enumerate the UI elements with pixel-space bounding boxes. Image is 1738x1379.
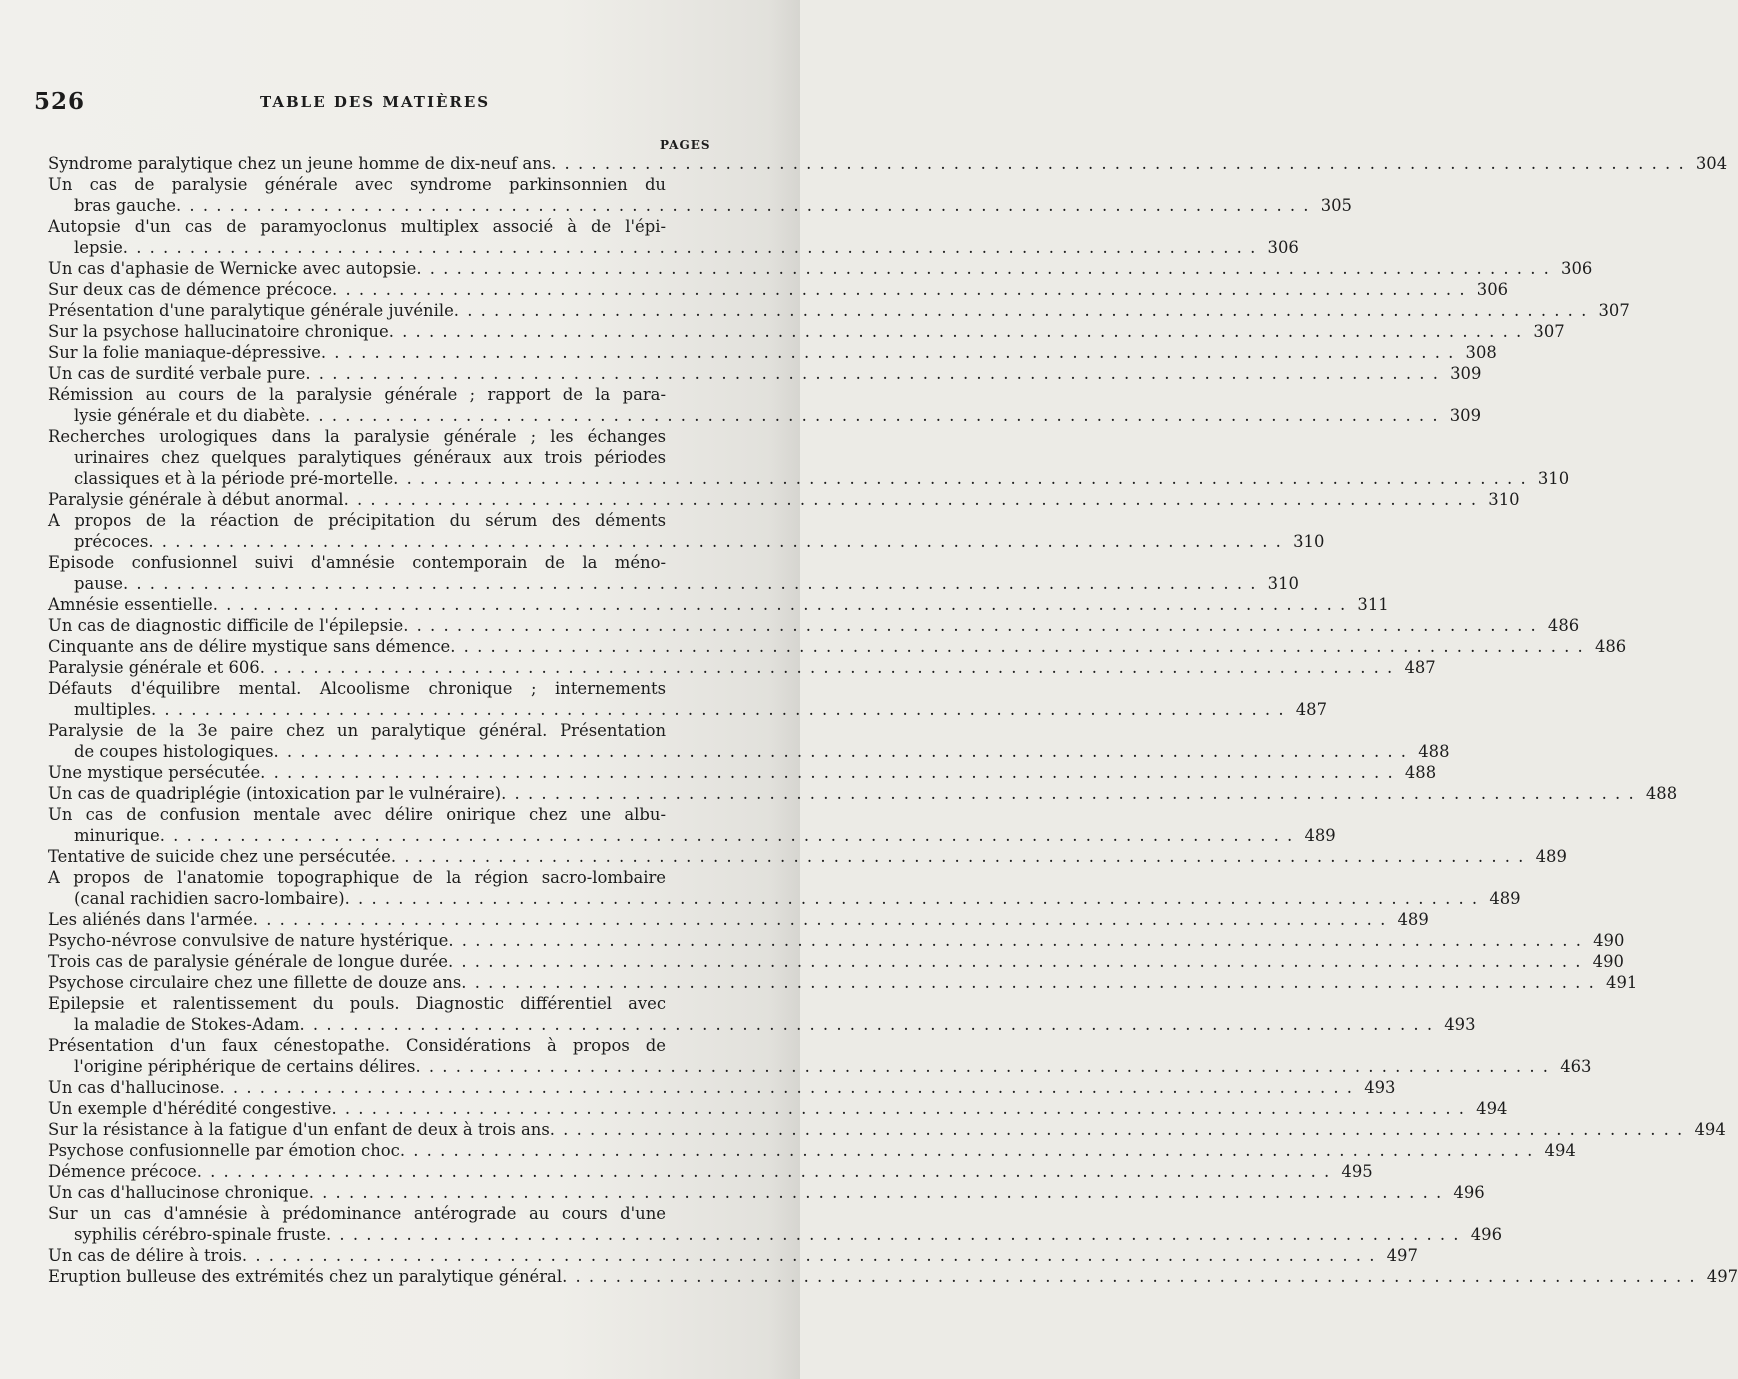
dot-leader	[415, 1056, 1549, 1077]
toc-entry-line	[48, 825, 1336, 846]
toc-entry-line	[48, 279, 1509, 300]
toc-entry-page: 497	[1706, 1267, 1738, 1286]
toc-entry-page: 309	[1449, 406, 1482, 425]
toc-entry-line	[48, 1245, 1418, 1266]
toc-entry-title: Episode confusionnel suivi d'amnésie contemporain de la méno-	[48, 553, 666, 572]
toc-entry	[48, 615, 1580, 636]
toc-entry	[48, 1035, 1592, 1077]
toc-entry-title: de coupes histologiques	[74, 742, 274, 761]
toc-entry	[48, 930, 1625, 951]
toc-entry-title: Un cas d'hallucinose	[48, 1078, 220, 1097]
toc-entry-title: Psycho-névrose convulsive de nature hystérique	[48, 931, 449, 950]
toc-entry	[48, 720, 1450, 762]
toc-entry	[48, 321, 1565, 342]
toc-entry-title: Psychose confusionnelle par émotion choc	[48, 1141, 400, 1160]
toc-entry-title: Paralysie générale à début anormal	[48, 490, 344, 509]
toc-entry-title: Une mystique persécutée	[48, 763, 261, 782]
toc-entry	[48, 258, 1593, 279]
toc-entry	[48, 216, 1299, 258]
toc-entry-title: Un cas de quadriplégie (intoxication par le vulnéraire)	[48, 784, 502, 803]
toc-entry-page: 489	[1535, 847, 1567, 866]
toc-entry-page: 496	[1453, 1183, 1485, 1202]
toc-entry	[48, 489, 1520, 510]
toc-entry	[48, 1203, 1503, 1245]
toc-entry-line	[48, 573, 1299, 594]
dot-leader	[197, 1161, 1331, 1182]
toc-entry-title: Paralysie de la 3e paire chez un paralytique général. Présentation	[48, 721, 666, 740]
toc-entry-line	[48, 1077, 1396, 1098]
toc-entry-line	[48, 447, 708, 468]
toc-entry-page: 487	[1295, 700, 1328, 719]
toc-entry-title: Présentation d'une paralytique générale juvénile	[48, 301, 454, 320]
toc-entry-page: 309	[1450, 364, 1482, 383]
toc-entry	[48, 1098, 1508, 1119]
toc-entry	[48, 783, 1678, 804]
toc-entry-line	[48, 321, 1565, 342]
toc-entry-line	[48, 1161, 1373, 1182]
toc-entry-page: 486	[1594, 637, 1627, 656]
toc-entry	[48, 594, 1389, 615]
dot-leader	[260, 762, 1394, 783]
toc-entry-title: Les aliénés dans l'armée	[48, 910, 253, 929]
dot-leader	[253, 909, 1387, 930]
toc-entry-line	[48, 741, 1450, 762]
dot-leader	[176, 195, 1310, 216]
dot-leader	[331, 1098, 1465, 1119]
toc-entry-page: 305	[1320, 196, 1352, 215]
toc-entry	[48, 510, 1325, 552]
toc-entry-line	[48, 783, 1678, 804]
toc-entry-line	[48, 384, 708, 405]
toc-entry-page: 494	[1544, 1141, 1576, 1160]
toc-entry-page: 497	[1386, 1246, 1418, 1265]
toc-entry-title: A propos de la réaction de précipitation du sérum des déments	[48, 511, 666, 530]
toc-entry-line	[48, 489, 1520, 510]
dot-leader	[148, 531, 1282, 552]
dot-leader	[416, 258, 1550, 279]
dot-leader	[309, 1182, 1443, 1203]
toc-entry-line	[48, 720, 708, 741]
dot-leader	[305, 405, 1439, 426]
toc-entry	[48, 426, 1570, 489]
toc-entry-line	[48, 804, 708, 825]
dot-leader	[450, 636, 1584, 657]
toc-entry-page: 307	[1598, 301, 1630, 320]
toc-entry-line	[48, 1266, 1738, 1287]
toc-entry-page: 310	[1488, 490, 1520, 509]
dot-leader	[213, 594, 1347, 615]
toc-entry-page: 494	[1694, 1120, 1726, 1139]
toc-entry-page: 488	[1418, 742, 1450, 761]
toc-entry	[48, 1140, 1576, 1161]
toc-entry-title: Eruption bulleuse des extrémités chez un paralytique général	[48, 1267, 563, 1286]
toc-entry-page: 490	[1593, 931, 1625, 950]
toc-entry-line	[48, 342, 1497, 363]
toc-entry-line	[48, 195, 1352, 216]
toc-entry	[48, 846, 1567, 867]
dot-leader	[242, 1245, 1376, 1266]
dot-leader	[151, 699, 1285, 720]
toc-entry-line	[48, 867, 708, 888]
toc-entry-page: 489	[1304, 826, 1336, 845]
toc-entry	[48, 552, 1299, 594]
toc-entry-title: Un exemple d'hérédité congestive	[48, 1099, 332, 1118]
dot-leader	[389, 321, 1523, 342]
toc-entry-line	[48, 930, 1625, 951]
toc-entry	[48, 762, 1437, 783]
toc-entry-title: l'origine périphérique de certains délires	[74, 1057, 416, 1076]
toc-entry-page: 491	[1606, 973, 1638, 992]
dot-leader	[305, 363, 1439, 384]
toc-entry-page: 487	[1404, 658, 1436, 677]
dot-leader	[344, 489, 1478, 510]
toc-entry-line	[48, 888, 1521, 909]
toc-entry	[48, 993, 1476, 1035]
toc-entry-line	[48, 594, 1389, 615]
toc-entry-title: la maladie de Stokes-Adam	[74, 1015, 300, 1034]
toc-entry-title: Un cas d'aphasie de Wernicke avec autopsie	[48, 259, 417, 278]
toc-entry-page: 488	[1404, 763, 1437, 782]
toc-entry	[48, 804, 1336, 846]
dot-leader	[219, 1077, 1353, 1098]
toc-entry-title: Tentative de suicide chez une persécutée	[48, 847, 391, 866]
toc-entry-title: Paralysie générale et 606	[48, 658, 260, 677]
toc-entry-title: Démence précoce	[48, 1162, 197, 1181]
toc-entry-line	[48, 174, 708, 195]
dot-leader	[454, 300, 1588, 321]
toc-entry-line	[48, 258, 1593, 279]
toc-entry-title: Sur un cas d'amnésie à prédominance antérograde au cours d'une	[48, 1204, 666, 1223]
toc-entry-page: 306	[1561, 259, 1593, 278]
toc-entry-page: 493	[1364, 1078, 1396, 1097]
dot-leader	[332, 279, 1466, 300]
dot-leader	[321, 342, 1455, 363]
dot-leader	[562, 1266, 1696, 1287]
toc-entry-title: multiples	[74, 700, 152, 719]
toc-entry-page: 307	[1533, 322, 1565, 341]
dot-leader	[461, 972, 1595, 993]
toc-entry-line	[48, 657, 1436, 678]
toc-entry-title: Sur la résistance à la fatigue d'un enfant de deux à trois ans	[48, 1120, 550, 1139]
toc-entry-title: Un cas de confusion mentale avec délire onirique chez une albu-	[48, 805, 666, 824]
toc-entry-line	[48, 762, 1437, 783]
toc-entry-line	[48, 363, 1482, 384]
toc-entry-title: Psychose circulaire chez une fillette de douze ans	[48, 973, 462, 992]
dot-leader	[550, 1119, 1684, 1140]
toc-entry	[48, 279, 1509, 300]
toc-entry-page: 490	[1592, 952, 1624, 971]
toc-entry-page: 306	[1476, 280, 1509, 299]
toc-entry-page: 489	[1489, 889, 1521, 908]
dot-leader	[448, 951, 1582, 972]
toc-entry-title: Autopsie d'un cas de paramyoclonus multiplex associé à de l'épi-	[48, 217, 666, 236]
dot-leader	[123, 573, 1257, 594]
dot-leader	[400, 1140, 1534, 1161]
toc-entry-line	[48, 468, 1570, 489]
dot-leader	[123, 237, 1257, 258]
toc-entry-title: classiques et à la période pré-mortelle	[74, 469, 394, 488]
toc-entry-title: Recherches urologiques dans la paralysie générale ; les échanges	[48, 427, 666, 446]
toc-entry	[48, 363, 1482, 384]
toc-entry-page: 306	[1267, 238, 1299, 257]
toc-entry	[48, 153, 1728, 174]
toc-entry	[48, 972, 1638, 993]
toc-entry-title: Rémission au cours de la paralysie générale ; rapport de la para-	[48, 385, 666, 404]
dot-leader	[274, 741, 1408, 762]
toc-entry-title: Défauts d'équilibre mental. Alcoolisme chronique ; internements	[48, 679, 666, 698]
toc-entry	[48, 951, 1624, 972]
toc-entry-line	[48, 1224, 1503, 1245]
toc-entry	[48, 636, 1627, 657]
toc-entry-title: Un cas d'hallucinose chronique	[48, 1183, 309, 1202]
dot-leader	[448, 930, 1582, 951]
dot-leader	[403, 615, 1537, 636]
toc-entry-line	[48, 1035, 708, 1056]
toc-entry-title: lepsie	[74, 238, 123, 257]
toc-entry-title: Epilepsie et ralentissement du pouls. Diagnostic différentiel avec	[48, 994, 666, 1013]
toc-entry-line	[48, 615, 1580, 636]
dot-leader	[345, 888, 1479, 909]
dot-leader	[326, 1224, 1460, 1245]
toc-entry-title: Sur la folie maniaque-dépressive	[48, 343, 321, 362]
toc-entry-line	[48, 426, 708, 447]
toc-entry-title: Cinquante ans de délire mystique sans démence	[48, 637, 451, 656]
toc-entry-line	[48, 972, 1638, 993]
toc-entry-line	[48, 1182, 1485, 1203]
toc-entry-line	[48, 699, 1328, 720]
toc-entry-page: 311	[1357, 595, 1389, 614]
toc-entry-page: 494	[1476, 1099, 1508, 1118]
toc-entry-page: 493	[1444, 1015, 1476, 1034]
toc-entry-page: 496	[1470, 1225, 1503, 1244]
toc-entry	[48, 342, 1497, 363]
toc-entry-line	[48, 1119, 1726, 1140]
toc-entry-title: Un cas de paralysie générale avec syndrome parkinsonnien du	[48, 175, 666, 194]
toc-entry-page: 310	[1267, 574, 1299, 593]
toc-entry	[48, 1245, 1418, 1266]
toc-entry-line	[48, 636, 1627, 657]
toc-entry-line	[48, 531, 1325, 552]
toc-entry-line	[48, 909, 1429, 930]
toc-entry-title: syphilis cérébro-spinale fruste	[74, 1225, 326, 1244]
toc-entry-page: 463	[1560, 1057, 1592, 1076]
toc-entry	[48, 657, 1436, 678]
toc-entry	[48, 678, 1328, 720]
toc-entry-line	[48, 552, 708, 573]
toc-entry	[48, 909, 1429, 930]
toc-entry-title: bras gauche	[74, 196, 176, 215]
toc-entry	[48, 300, 1630, 321]
toc-entry-line	[48, 300, 1630, 321]
toc-entry	[48, 1182, 1485, 1203]
dot-leader	[393, 468, 1527, 489]
toc-entry-line	[48, 1203, 708, 1224]
toc-entry	[48, 1077, 1396, 1098]
toc-entry-page: 488	[1645, 784, 1678, 803]
toc-entry-line	[48, 993, 708, 1014]
dot-leader	[300, 1014, 1434, 1035]
toc-entry-line	[48, 846, 1567, 867]
toc-entry-line	[48, 951, 1624, 972]
running-title: TABLE DES MATIÈRES	[260, 93, 491, 111]
toc-entry-line	[48, 1098, 1508, 1119]
dot-leader	[391, 846, 1525, 867]
toc-entry-title: Sur deux cas de démence précoce	[48, 280, 333, 299]
toc-entry-title: (canal rachidien sacro-lombaire)	[74, 889, 345, 908]
toc-entry-page: 304	[1695, 154, 1728, 173]
toc-entry-line	[48, 216, 708, 237]
pages-column-label: PAGES	[660, 138, 711, 152]
toc-entry	[48, 1161, 1373, 1182]
toc-entry-line	[48, 237, 1299, 258]
toc-entry-page: 310	[1293, 532, 1325, 551]
toc-entry-line	[48, 1140, 1576, 1161]
toc-entry-page: 489	[1397, 910, 1429, 929]
dot-leader	[260, 657, 1394, 678]
toc-entry-title: Trois cas de paralysie générale de longue durée	[48, 952, 448, 971]
toc-entry-line	[48, 405, 1482, 426]
toc-entry-line	[48, 678, 708, 699]
toc-entry-page: 310	[1537, 469, 1570, 488]
toc-entry	[48, 867, 1521, 909]
toc-entry-title: A propos de l'anatomie topographique de la région sacro-lombaire	[48, 868, 666, 887]
toc-entry-line	[48, 1014, 1476, 1035]
toc-entry-title: minurique	[74, 826, 160, 845]
toc-entry-page: 308	[1465, 343, 1497, 362]
toc-entry-title: Présentation d'un faux cénestopathe. Considérations à propos de	[48, 1036, 666, 1055]
toc-entry	[48, 1266, 1738, 1287]
page-header	[34, 88, 734, 118]
toc-entry-title: lysie générale et du diabète	[74, 406, 306, 425]
toc-entry-title: urinaires chez quelques paralytiques généraux aux trois périodes	[74, 448, 666, 467]
toc-entry-page: 486	[1547, 616, 1580, 635]
toc-entry	[48, 384, 1482, 426]
dot-leader	[501, 783, 1635, 804]
toc-entry	[48, 174, 1352, 216]
dot-leader	[160, 825, 1294, 846]
toc-entry-title: Amnésie essentielle	[48, 595, 213, 614]
page-number: 526	[34, 88, 86, 115]
toc-entry-line	[48, 510, 708, 531]
dot-leader	[551, 153, 1685, 174]
toc-entry-title: Sur la psychose hallucinatoire chronique	[48, 322, 389, 341]
toc-entry-title: précoces	[74, 532, 149, 551]
toc-entry-page: 495	[1341, 1162, 1373, 1181]
toc-entry	[48, 1119, 1726, 1140]
toc-entry-line	[48, 1056, 1592, 1077]
toc-entry-title: Syndrome paralytique chez un jeune homme de dix-neuf ans	[48, 154, 552, 173]
toc-entry-title: Un cas de délire à trois	[48, 1246, 242, 1265]
toc-entry-title: Un cas de surdité verbale pure	[48, 364, 306, 383]
toc-entry-title: Un cas de diagnostic difficile de l'épilepsie	[48, 616, 404, 635]
table-of-contents	[48, 153, 1738, 1287]
toc-entry-line	[48, 153, 1728, 174]
toc-entry-title: pause	[74, 574, 123, 593]
